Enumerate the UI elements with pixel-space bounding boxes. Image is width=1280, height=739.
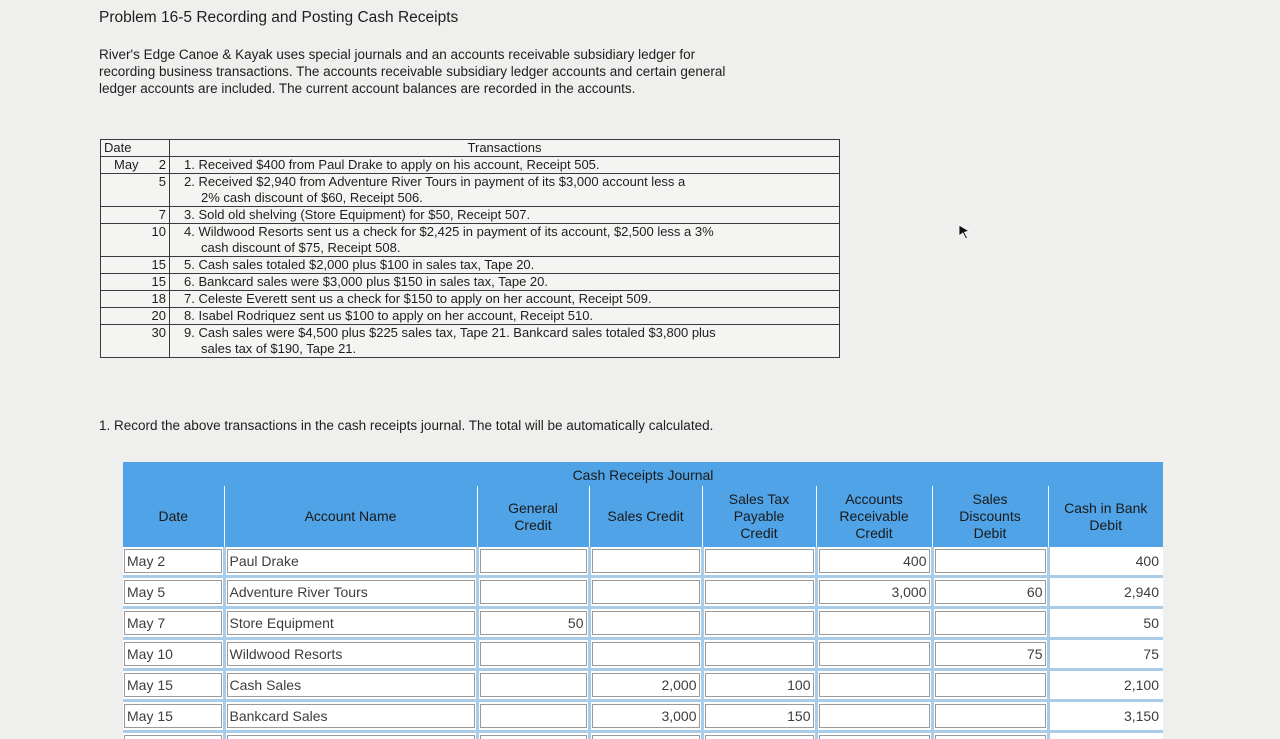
general-credit-input[interactable] xyxy=(480,673,587,697)
cell-cash-in-bank-debit xyxy=(1048,639,1163,670)
account-name-input[interactable]: Cash Sales xyxy=(227,673,475,697)
cell-cash-in-bank-debit xyxy=(1048,547,1163,577)
column-header-accounts-receivable-credit xyxy=(816,486,932,547)
general-credit-input[interactable] xyxy=(480,704,587,728)
problem-title: Problem 16-5 Recording and Posting Cash Receipts xyxy=(99,9,459,26)
sales-tax-payable-credit-input[interactable] xyxy=(705,735,814,739)
accounts-receivable-credit-input[interactable]: 3,000 xyxy=(819,580,930,604)
sales-discounts-debit-input[interactable] xyxy=(935,611,1046,635)
column-header-line: Sales Credit xyxy=(607,508,684,524)
cell-sales-discounts-debit xyxy=(932,639,1048,670)
column-header-line: Date xyxy=(158,508,189,524)
transaction-description xyxy=(170,207,840,224)
transaction-row xyxy=(101,207,840,224)
sales-discounts-debit-input[interactable] xyxy=(935,704,1046,728)
account-name-input[interactable]: Store Equipment xyxy=(227,611,475,635)
cell-general-credit xyxy=(477,732,589,739)
cell-accounts-receivable-credit xyxy=(816,670,932,701)
general-credit-input[interactable] xyxy=(480,580,587,604)
column-header-general-credit xyxy=(477,486,589,547)
transaction-line: 7. Celeste Everett sent us a check for $150 to apply on her account, Receipt 509. xyxy=(184,291,652,306)
date-input[interactable] xyxy=(124,735,222,739)
transaction-line: 4. Wildwood Resorts sent us a check for $2,425 in payment of its account, $2,500 less a 3% xyxy=(184,224,714,239)
transaction-row xyxy=(101,224,840,257)
sales-discounts-debit-input[interactable]: 60 xyxy=(935,580,1046,604)
transaction-description xyxy=(170,257,840,274)
cell-sales-discounts-debit xyxy=(932,670,1048,701)
sales-tax-payable-credit-input[interactable] xyxy=(705,642,814,666)
column-header-line: Credit xyxy=(855,525,893,541)
intro-line: ledger accounts are included. The current account balances are recorded in the accounts. xyxy=(99,81,636,96)
date-input[interactable]: May 10 xyxy=(124,642,222,666)
cell-sales-credit xyxy=(589,670,702,701)
transaction-line: 8. Isabel Rodriquez sent us $100 to apply on her account, Receipt 510. xyxy=(184,308,594,323)
transaction-line: 2. Received $2,940 from Adventure River Tours in payment of its $3,000 account less a xyxy=(184,174,686,189)
cell-general-credit xyxy=(477,701,589,732)
transaction-row xyxy=(101,257,840,274)
transaction-row xyxy=(101,291,840,308)
sales-discounts-debit-input[interactable]: 75 xyxy=(935,642,1046,666)
cell-date xyxy=(123,701,224,732)
problem-intro xyxy=(99,46,839,97)
sales-tax-payable-credit-input[interactable]: 100 xyxy=(705,673,814,697)
cell-sales-discounts-debit xyxy=(932,701,1048,732)
journal-row xyxy=(123,701,1163,732)
cell-cash-in-bank-debit xyxy=(1048,670,1163,701)
transaction-line: sales tax of $190, Tape 21. xyxy=(201,341,357,356)
sales-discounts-debit-input[interactable] xyxy=(935,549,1046,573)
cell-accounts-receivable-credit xyxy=(816,577,932,608)
sales-credit-input[interactable] xyxy=(592,735,700,739)
sales-tax-payable-credit-input[interactable] xyxy=(705,549,814,573)
column-header-sales-credit xyxy=(589,486,702,547)
transaction-date xyxy=(101,224,170,257)
cash-in-bank-debit-input: 2,100 xyxy=(1051,674,1163,696)
cell-sales-tax-payable-credit xyxy=(702,732,816,739)
cell-accounts-receivable-credit xyxy=(816,732,932,739)
mouse-pointer-icon xyxy=(957,224,971,240)
column-header-line: Debit xyxy=(1089,516,1123,533)
sales-credit-input[interactable] xyxy=(592,580,700,604)
cell-cash-in-bank-debit xyxy=(1048,732,1163,739)
transaction-date xyxy=(101,325,170,358)
sales-discounts-debit-input[interactable] xyxy=(935,673,1046,697)
column-header-line: Receivable xyxy=(839,508,909,524)
transaction-description xyxy=(170,325,840,358)
journal-table xyxy=(123,486,1163,739)
accounts-receivable-credit-input[interactable]: 400 xyxy=(819,549,930,573)
transaction-date xyxy=(101,257,170,274)
cell-sales-tax-payable-credit xyxy=(702,670,816,701)
intro-line: recording business transactions. The accounts receivable subsidiary ledger accounts and certain general xyxy=(99,64,726,79)
date-input[interactable]: May 2 xyxy=(124,549,222,573)
transaction-line: 5. Cash sales totaled $2,000 plus $100 in sales tax, Tape 20. xyxy=(184,257,535,272)
transaction-day: 18 xyxy=(151,291,166,306)
sales-credit-input[interactable]: 3,000 xyxy=(592,704,700,728)
journal-row xyxy=(123,547,1163,577)
transaction-description xyxy=(170,174,840,207)
journal-row xyxy=(123,732,1163,739)
general-credit-input[interactable] xyxy=(480,735,587,739)
cell-general-credit xyxy=(477,608,589,639)
transaction-description xyxy=(170,291,840,308)
cell-sales-credit xyxy=(589,608,702,639)
column-header-sales-tax-payable-credit xyxy=(702,486,816,547)
intro-line: River's Edge Canoe & Kayak uses special journals and an accounts receivable subsidiary ledger for xyxy=(99,47,696,62)
transaction-description xyxy=(170,224,840,257)
accounts-receivable-credit-input[interactable] xyxy=(819,611,930,635)
date-input[interactable]: May 7 xyxy=(124,611,222,635)
cell-cash-in-bank-debit xyxy=(1048,701,1163,732)
cell-account-name xyxy=(224,670,477,701)
transaction-day: 10 xyxy=(151,224,166,239)
cell-sales-tax-payable-credit xyxy=(702,639,816,670)
accounts-receivable-credit-input[interactable] xyxy=(819,735,930,739)
cell-general-credit xyxy=(477,577,589,608)
transactions-header: Transactions xyxy=(170,140,840,157)
transaction-line: 3. Sold old shelving (Store Equipment) for $50, Receipt 507. xyxy=(184,207,531,222)
journal-row xyxy=(123,639,1163,670)
sales-credit-input[interactable] xyxy=(592,549,700,573)
instruction-text: 1. Record the above transactions in the cash receipts journal. The total will be automatically calculated. xyxy=(99,418,714,433)
cell-account-name xyxy=(224,547,477,577)
column-header-cash-in-bank-debit xyxy=(1048,486,1163,547)
account-name-input[interactable]: Adventure River Tours xyxy=(227,580,475,604)
transaction-day: 15 xyxy=(151,274,166,289)
column-header-line: Cash in Bank xyxy=(1064,499,1148,516)
transaction-description xyxy=(170,274,840,291)
journal-row xyxy=(123,670,1163,701)
transaction-date xyxy=(101,207,170,224)
cash-in-bank-debit-input: 3,150 xyxy=(1051,705,1163,727)
cell-sales-credit xyxy=(589,577,702,608)
cell-sales-credit xyxy=(589,701,702,732)
transaction-description xyxy=(170,157,840,174)
transaction-line: 2% cash discount of $60, Receipt 506. xyxy=(201,190,423,205)
transaction-row xyxy=(101,308,840,325)
transaction-date xyxy=(101,174,170,207)
column-header-line: Accounts xyxy=(845,491,903,507)
transaction-day: 30 xyxy=(151,325,166,340)
transaction-month: May xyxy=(114,157,139,172)
cell-account-name xyxy=(224,608,477,639)
transactions-date-header: Date xyxy=(101,140,170,157)
column-header-line: Debit xyxy=(973,525,1007,541)
cell-sales-credit xyxy=(589,639,702,670)
sales-tax-payable-credit-input[interactable] xyxy=(705,580,814,604)
journal-title: Cash Receipts Journal xyxy=(123,462,1163,486)
column-header-line: Discounts xyxy=(959,508,1021,524)
transaction-date xyxy=(101,274,170,291)
transaction-line: cash discount of $75, Receipt 508. xyxy=(201,240,401,255)
cell-sales-discounts-debit xyxy=(932,732,1048,739)
cell-accounts-receivable-credit xyxy=(816,639,932,670)
cell-sales-credit xyxy=(589,547,702,577)
sales-credit-input[interactable]: 2,000 xyxy=(592,673,700,697)
general-credit-input[interactable] xyxy=(480,549,587,573)
transaction-row xyxy=(101,325,840,358)
sales-tax-payable-credit-input[interactable]: 150 xyxy=(705,704,814,728)
cell-account-name xyxy=(224,639,477,670)
date-input[interactable]: May 15 xyxy=(124,704,222,728)
transaction-description xyxy=(170,308,840,325)
transaction-line: 6. Bankcard sales were $3,000 plus $150 in sales tax, Tape 20. xyxy=(184,274,548,289)
cell-general-credit xyxy=(477,547,589,577)
journal-row xyxy=(123,608,1163,639)
transaction-date xyxy=(101,291,170,308)
cash-in-bank-debit-input: 2,940 xyxy=(1051,581,1163,603)
cash-in-bank-debit-input: 400 xyxy=(1051,550,1163,572)
cell-sales-discounts-debit xyxy=(932,547,1048,577)
transaction-row xyxy=(101,157,840,174)
cell-date xyxy=(123,608,224,639)
transaction-day: 7 xyxy=(158,207,166,222)
transaction-day: 5 xyxy=(158,174,166,189)
general-credit-input[interactable] xyxy=(480,642,587,666)
cell-date xyxy=(123,670,224,701)
accounts-receivable-credit-input[interactable] xyxy=(819,704,930,728)
cell-sales-discounts-debit xyxy=(932,577,1048,608)
general-credit-input[interactable]: 50 xyxy=(480,611,587,635)
column-header-sales-discounts-debit xyxy=(932,486,1048,547)
account-name-input[interactable] xyxy=(227,735,475,739)
column-header-date xyxy=(123,486,224,547)
column-header-line: Account Name xyxy=(304,508,397,524)
transaction-day: 15 xyxy=(151,257,166,272)
column-header-line: Credit xyxy=(740,525,778,541)
accounts-receivable-credit-input[interactable] xyxy=(819,673,930,697)
accounts-receivable-credit-input[interactable] xyxy=(819,642,930,666)
cell-date xyxy=(123,639,224,670)
cell-account-name xyxy=(224,577,477,608)
cell-sales-discounts-debit xyxy=(932,608,1048,639)
transaction-date xyxy=(101,308,170,325)
column-header-line: Sales xyxy=(972,491,1008,507)
cell-sales-tax-payable-credit xyxy=(702,547,816,577)
account-name-input[interactable]: Paul Drake xyxy=(227,549,475,573)
transaction-date xyxy=(101,157,170,174)
cell-accounts-receivable-credit xyxy=(816,547,932,577)
column-header-line: Credit xyxy=(514,516,552,533)
transaction-row xyxy=(101,174,840,207)
cell-sales-tax-payable-credit xyxy=(702,701,816,732)
cash-in-bank-debit-input: 75 xyxy=(1051,643,1163,665)
transaction-line: 9. Cash sales were $4,500 plus $225 sales tax, Tape 21. Bankcard sales totaled $3,800 plus xyxy=(184,325,716,340)
cell-sales-credit xyxy=(589,732,702,739)
account-name-input[interactable]: Bankcard Sales xyxy=(227,704,475,728)
column-header-line: Payable xyxy=(733,508,785,524)
cell-cash-in-bank-debit xyxy=(1048,577,1163,608)
cell-date xyxy=(123,577,224,608)
cell-sales-tax-payable-credit xyxy=(702,577,816,608)
cell-general-credit xyxy=(477,639,589,670)
column-header-line: General xyxy=(508,499,558,516)
cell-date xyxy=(123,732,224,739)
date-input[interactable]: May 5 xyxy=(124,580,222,604)
journal-row xyxy=(123,577,1163,608)
sales-discounts-debit-input[interactable] xyxy=(935,735,1046,739)
date-input[interactable]: May 15 xyxy=(124,673,222,697)
transaction-line: 1. Received $400 from Paul Drake to apply on his account, Receipt 505. xyxy=(184,157,600,172)
transaction-day: 20 xyxy=(151,308,166,323)
cash-receipts-journal xyxy=(123,462,1163,739)
cell-sales-tax-payable-credit xyxy=(702,608,816,639)
column-header-account-name xyxy=(224,486,477,547)
transaction-day: 2 xyxy=(158,157,166,172)
cell-cash-in-bank-debit xyxy=(1048,608,1163,639)
cell-accounts-receivable-credit xyxy=(816,608,932,639)
cell-accounts-receivable-credit xyxy=(816,701,932,732)
cash-in-bank-debit-input: 50 xyxy=(1051,612,1163,634)
cell-account-name xyxy=(224,701,477,732)
cell-date xyxy=(123,547,224,577)
sales-credit-input[interactable] xyxy=(592,611,700,635)
sales-tax-payable-credit-input[interactable] xyxy=(705,611,814,635)
transactions-table xyxy=(100,139,840,358)
account-name-input[interactable]: Wildwood Resorts xyxy=(227,642,475,666)
cell-general-credit xyxy=(477,670,589,701)
column-header-line: Sales Tax xyxy=(728,491,790,507)
sales-credit-input[interactable] xyxy=(592,642,700,666)
cell-account-name xyxy=(224,732,477,739)
transaction-row xyxy=(101,274,840,291)
